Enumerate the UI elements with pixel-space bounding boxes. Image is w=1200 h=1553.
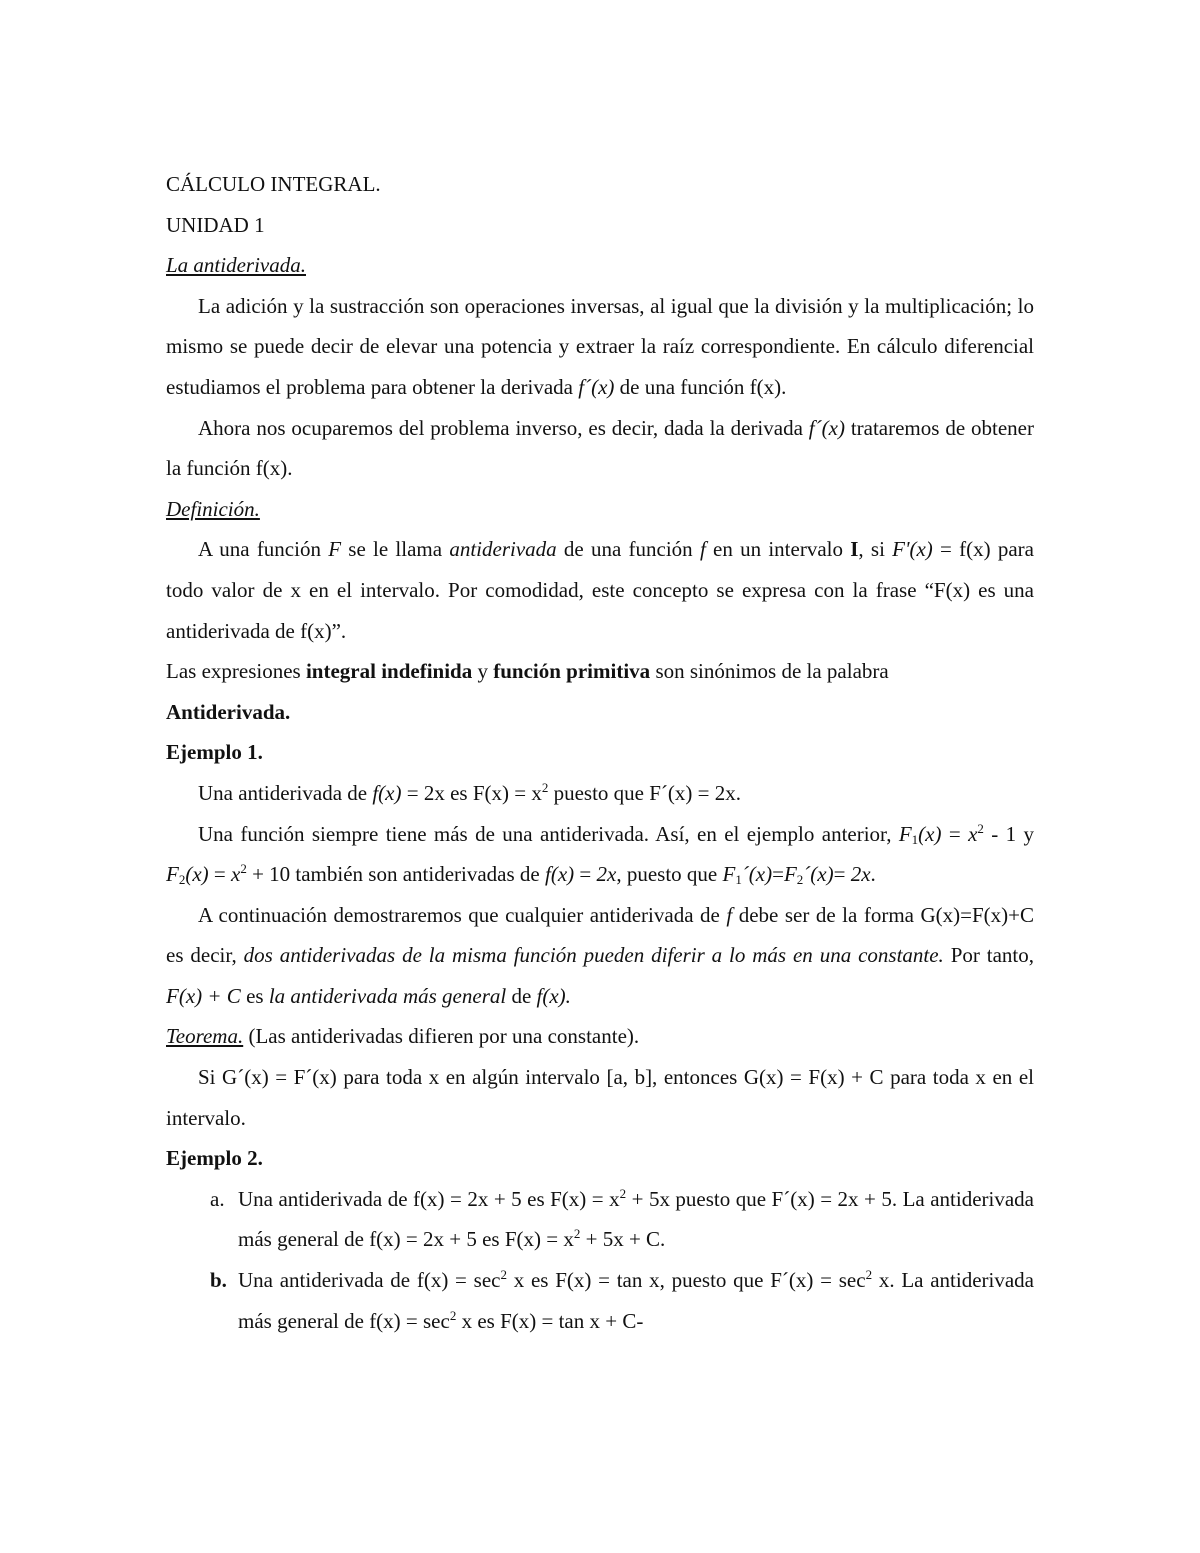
intro-paragraph-1: La adición y la sustracción son operaciones inversas, al igual que la división y la multiplicación; lo mismo se puede decir de elevar una potencia y extraer la raíz correspondiente. En cálculo diferencial estudiamos el problema para obtener la derivada f´(x) de una función f(x). (166, 293, 1034, 399)
section-title: La antiderivada. (166, 253, 306, 278)
unit-title: UNIDAD 1 (166, 212, 265, 237)
course-title: CÁLCULO INTEGRAL. (166, 172, 381, 196)
theorem-statement: Si G´(x) = F´(x) para toda x en algún intervalo [a, b], entonces G(x) = F(x) + C para toda x en el intervalo. (166, 1065, 1034, 1130)
definition-heading: Definición. (166, 496, 260, 521)
theorem-heading: Teorema. (166, 1024, 244, 1049)
definition-paragraph: A una función F se le llama antiderivada de una función f en un intervalo I, si F'(x) = f(x) para todo valor de x en el intervalo. Por comodidad, este concepto se expresa con la frase “F(x) es una antiderivada de f(x)”. (166, 537, 1034, 643)
intro-paragraph-2: Ahora nos ocuparemos del problema inverso, es decir, dada la derivada f´(x) trataremos de obtener la función f(x). (166, 415, 1034, 481)
example-2-item-a: a. Una antiderivada de f(x) = 2x + 5 es $F(x) = x^2 + 5x$ puesto que F´(x) = 2x + 5. La antiderivada más general de f(x) = 2x + 5 es $F(x) = x^2 + 5x + C$. (166, 1179, 1034, 1260)
theorem-heading-line: Teorema. (Las antiderivadas difieren por una constante). (166, 1024, 640, 1049)
example-1-line: Una antiderivada de f(x) = 2x es $F(x) = x^2$ puesto que F´(x) = 2x. (198, 779, 742, 805)
example-2-heading: Ejemplo 2. (166, 1146, 263, 1171)
example-1-paragraph-2: Una función siempre tiene más de una antiderivada. Así, en el ejemplo anterior, $F_1(x) = x^2 - 1$ y $F_2(x) = x^2 + 10$ también son antiderivadas de f(x) = 2x, puesto que $F_1´(x)=F_2´(x)= 2x$. (166, 820, 1035, 888)
example-1-paragraph-3: A continuación demostraremos que cualquier antiderivada de f debe ser de la forma G(x)=F(x)+C es decir, dos antiderivadas de la misma función pueden diferir a lo más en una constante. Por tanto, F(x) + C es la antiderivada más general de f(x). (166, 902, 1034, 1008)
item-marker: b. (210, 1268, 227, 1293)
item-marker: a. (210, 1186, 225, 1211)
document-body (166, 164, 1034, 1341)
example-2-item-b: b. Una antiderivada de $f(x) = \sec^2 x$ es F(x) = tan x, puesto que F´(x) = $\sec^2 x$. La antiderivada más general de $f(x) = \sec^2 x$ es F(x) = tan x + C- (166, 1260, 1034, 1341)
example-1-heading: Ejemplo 1. (166, 740, 263, 765)
synonyms-term: Antiderivada. (166, 699, 291, 724)
synonyms-paragraph: Las expresiones integral indefinida y función primitiva son sinónimos de la palabra (166, 659, 889, 684)
